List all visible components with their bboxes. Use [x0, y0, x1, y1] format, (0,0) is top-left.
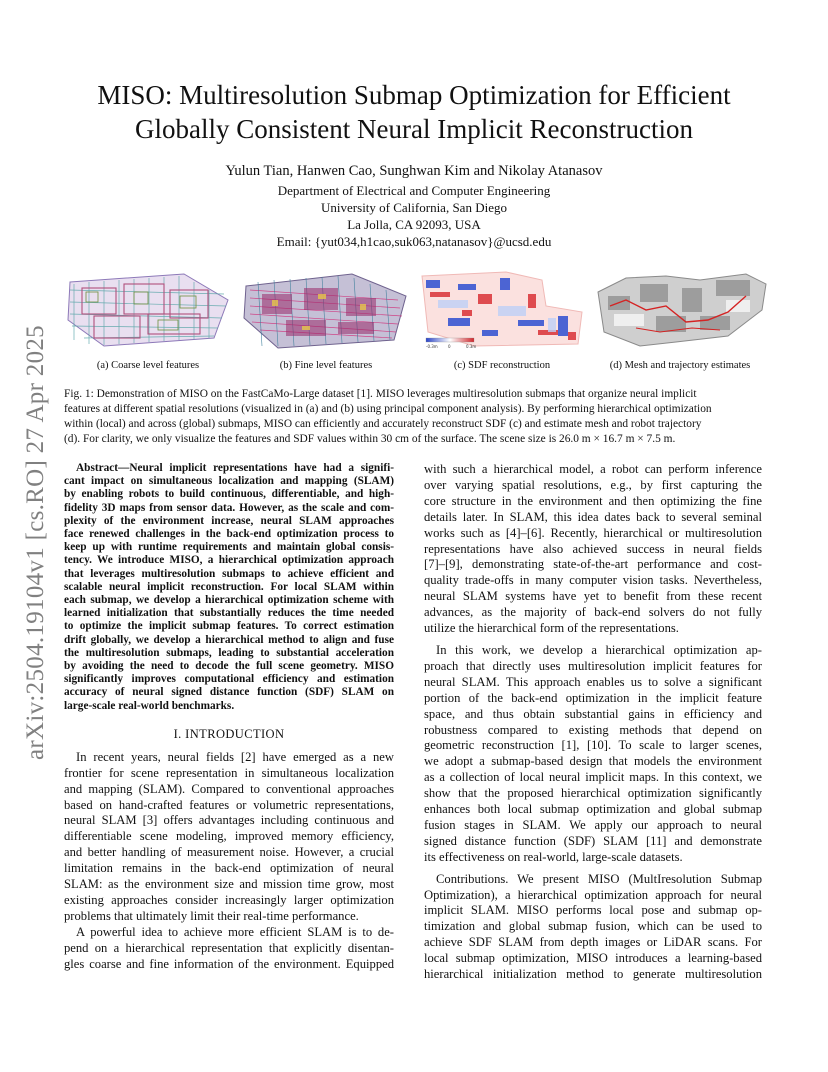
figure-caption-d: (d) Mesh and trajectory estimates	[609, 360, 751, 371]
paper-title	[60, 78, 768, 146]
abstract-line: by avoiding the need to decode the full scene geometry. MISO	[64, 660, 394, 673]
contributions-line: Contributions. We present MISO (MultIresolution Submap	[436, 871, 762, 886]
body-line: In recent years, neural fields [2] have emerged as a new	[76, 749, 394, 764]
body-line: we adopt a submap-based design that models the environment	[424, 754, 762, 769]
body-line: pend on a hierarchical representation that explicitly disentan-	[64, 940, 394, 955]
title-line-2: Globally Consistent Neural Implicit Reconstruction	[135, 114, 693, 144]
body-line: Optimization), a hierarchical optimization approach for neural	[424, 887, 762, 902]
body-line: based on hand-crafted features or volumetric representations,	[64, 797, 394, 812]
body-line: implicit SLAM. MISO performs local pose and submap op-	[424, 903, 762, 918]
body-line: [7]–[9], demonstrating state-of-the-art performance and cost-	[424, 557, 762, 572]
body-line: portion of the back-end optimization in the implicit feature	[424, 690, 762, 705]
body-line: problems that ultimately limit their real-time performance.	[64, 908, 359, 923]
abstract-line: large-scale real-world benchmarks.	[64, 699, 235, 712]
abstract	[64, 462, 394, 713]
left-column	[64, 462, 394, 973]
figure-panel-c	[418, 270, 586, 380]
caption-line: Fig. 1: Demonstration of MISO on the FastCaMo-Large dataset [1]. MISO leverages multiresolution submaps that organize neural implicit	[64, 388, 697, 400]
body-line: SLAM: as the environment size and mission time grow, most	[64, 877, 394, 892]
abstract-line: significantly improves computational efficiency and estimation	[64, 673, 394, 686]
sdf-colorbar	[426, 338, 474, 342]
body-line: over varying spatial resolutions, e.g., by first capturing the	[424, 477, 762, 492]
abstract-line: drift globally, we develop a hierarchical method to align and fuse	[64, 633, 394, 646]
body-line: neural SLAM. This approach enables us to solve a significant	[424, 674, 762, 689]
body-line: A powerful idea to achieve more efficient SLAM is to de-	[76, 924, 394, 939]
sdf-heatmap-image	[418, 270, 586, 350]
body-line: gles coarse and fine information of the environment. Equipped	[64, 956, 394, 971]
colorbar-min-label: -0.3m	[426, 344, 438, 349]
abstract-line: to optimize the implicit submap features. To correct estimation	[64, 620, 394, 633]
colorbar-mid-label: 0	[448, 344, 451, 349]
body-line: enhances both local submap optimization and global submap	[424, 802, 762, 817]
abstract-line: plexity of the environment increase, neural SLAM approaches	[64, 514, 394, 527]
body-line: neural SLAM systems have yet to benefit from these recent	[424, 589, 762, 604]
abstract-line: learned initialization that substantially reduces the time needed	[64, 607, 394, 620]
figure-panel-b	[242, 270, 410, 380]
affiliation-line: La Jolla, CA 92093, USA	[347, 217, 481, 232]
author-list: Yulun Tian, Hanwen Cao, Sunghwan Kim and Nikolay Atanasov	[225, 163, 603, 179]
title-line-1: MISO: Multiresolution Submap Optimization for Efficient	[97, 80, 731, 110]
caption-line: features at different spatial resolutions (visualized in (a) and (b) using principal component analysis). By performing hierarchical optimization	[64, 403, 712, 415]
abstract-line: each submap, we develop a hierarchical optimization scheme with	[64, 594, 394, 607]
figure-panel-d	[596, 270, 764, 380]
body-line: timization and global submap fusion, which can be used to	[424, 919, 762, 934]
body-line: core structure in the environment and then optimizing the fine	[424, 493, 762, 508]
body-line: its effectiveness on real-world, large-scale datasets.	[424, 849, 683, 864]
caption-line: (d). For clarity, we only visualize the features and SDF values within 30 cm of the surface. The scene size is 26.0 m × 16.7 m × 7.5 m.	[64, 433, 676, 445]
abstract-line: by enabling robots to build continuous, differentiable, and high-	[64, 488, 394, 501]
abstract-line: accuracy of neural signed distance function (SDF) SLAM on	[64, 686, 394, 699]
abstract-line: keep up with runtime requirements and maintain global consis-	[64, 541, 394, 554]
body-line: frontier for scene representation in simultaneous localization	[64, 765, 394, 780]
body-line: local submap optimization, MISO introduces a learning-based	[424, 951, 762, 966]
body-line: show that the proposed hierarchical optimization significantly	[424, 786, 762, 801]
body-line: utilize the hierarchical form of the representations.	[424, 621, 679, 636]
abstract-line: fidelity 3D maps from sensor data. However, as the scale and com-	[64, 501, 394, 514]
section-heading-introduction: I. INTRODUCTION	[173, 726, 285, 741]
body-line: and better handling of measurement noise. However, a crucial	[64, 845, 394, 860]
figure-caption-a: (a) Coarse level features	[96, 360, 200, 371]
body-line: achieve SDF SLAM from depth images or LiDAR scans. For	[424, 935, 762, 950]
body-line: differentiable scene modeling, improved memory efficiency,	[64, 829, 394, 844]
email-line: Email: {yut034,h1cao,suk063,natanasov}@ucsd.edu	[276, 234, 552, 249]
affiliation-line: Department of Electrical and Computer Engineering	[277, 183, 551, 198]
body-line: proach that directly uses multiresolution implicit features for	[424, 658, 762, 673]
body-line: existing approaches consider increasingly larger optimization	[64, 893, 394, 908]
arxiv-identifier: arXiv:2504.19104v1 [cs.RO] 27 Apr 2025	[22, 325, 49, 760]
body-line: In this work, we develop a hierarchical optimization ap-	[436, 642, 762, 657]
coarse-feature-grid-image	[64, 270, 232, 350]
abstract-line: tency. We introduce MISO, a hierarchical optimization approach	[64, 554, 394, 567]
abstract-line: scalable neural implicit reconstruction. For local SLAM within	[64, 580, 394, 593]
body-line: representations have also achieved success in neural fields	[424, 541, 762, 556]
body-line: as a collection of local neural implicit maps. In this context, we	[424, 770, 762, 785]
body-line: limitation remains in the back-end optimization of neural	[64, 861, 394, 876]
figure-caption-b: (b) Fine level features	[279, 360, 373, 371]
colorbar-max-label: 0.3m	[466, 344, 477, 349]
introduction-text-right	[424, 462, 762, 983]
body-line: neural SLAM [3] offers advantages including continuous and	[64, 813, 394, 828]
body-line: fusion stages in SLAM. We apply our approach to neural	[424, 817, 762, 832]
body-line: signed distance function (SDF) SLAM [11] and demonstrate	[424, 833, 762, 848]
body-line: advances, as the majority of back-end solvers do not fully	[424, 605, 762, 620]
abstract-line: face renewed challenges in the back-end optimization process to	[64, 528, 394, 541]
figure-caption-c: (c) SDF reconstruction	[453, 360, 551, 371]
body-line: hierarchical initialization method to generate multiresolution	[424, 967, 762, 982]
body-line: quality trade-offs in many computer vision tasks. Nevertheless,	[424, 573, 762, 588]
body-line: and mapping (SLAM). Compared to conventional approaches	[64, 781, 394, 796]
figure-1-caption	[64, 387, 768, 447]
body-line: works such as [4]–[6]. Recently, hierarchical or multiresolution	[424, 525, 762, 540]
affiliation-line: University of California, San Diego	[321, 200, 507, 215]
body-line: space, and thus obtain substantial gains in efficiency and	[424, 706, 762, 721]
figure-1-panels	[64, 270, 768, 380]
mesh-trajectory-image	[596, 270, 768, 350]
figure-panel-a	[64, 270, 232, 380]
right-column	[424, 462, 762, 983]
body-line: geometric reconstruction [1], [10]. To scale to larger scenes,	[424, 738, 762, 753]
body-line: with such a hierarchical model, a robot can perform inference	[424, 462, 762, 476]
abstract-line: the multiresolution submaps, leading to substantial acceleration	[64, 646, 394, 659]
affiliation-block	[60, 182, 768, 250]
body-line: robustness compared to existing methods that depend on	[424, 722, 762, 737]
introduction-text-left	[64, 750, 394, 973]
abstract-line: cant impact on simultaneous localization and mapping (SLAM)	[64, 475, 394, 488]
caption-line: within (local) and across (global) submaps, MISO can efficiently and accurately reconstruct SDF (c) and estimate mesh and robot trajectory	[64, 418, 702, 430]
abstract-line: that leverages multiresolution submaps to achieve efficient and	[64, 567, 394, 580]
abstract-line: Abstract—Neural implicit representations have had a signifi-	[76, 462, 394, 474]
body-line: details later. In SLAM, this idea dates back to several seminal	[424, 509, 762, 524]
fine-feature-grid-image	[242, 270, 410, 350]
